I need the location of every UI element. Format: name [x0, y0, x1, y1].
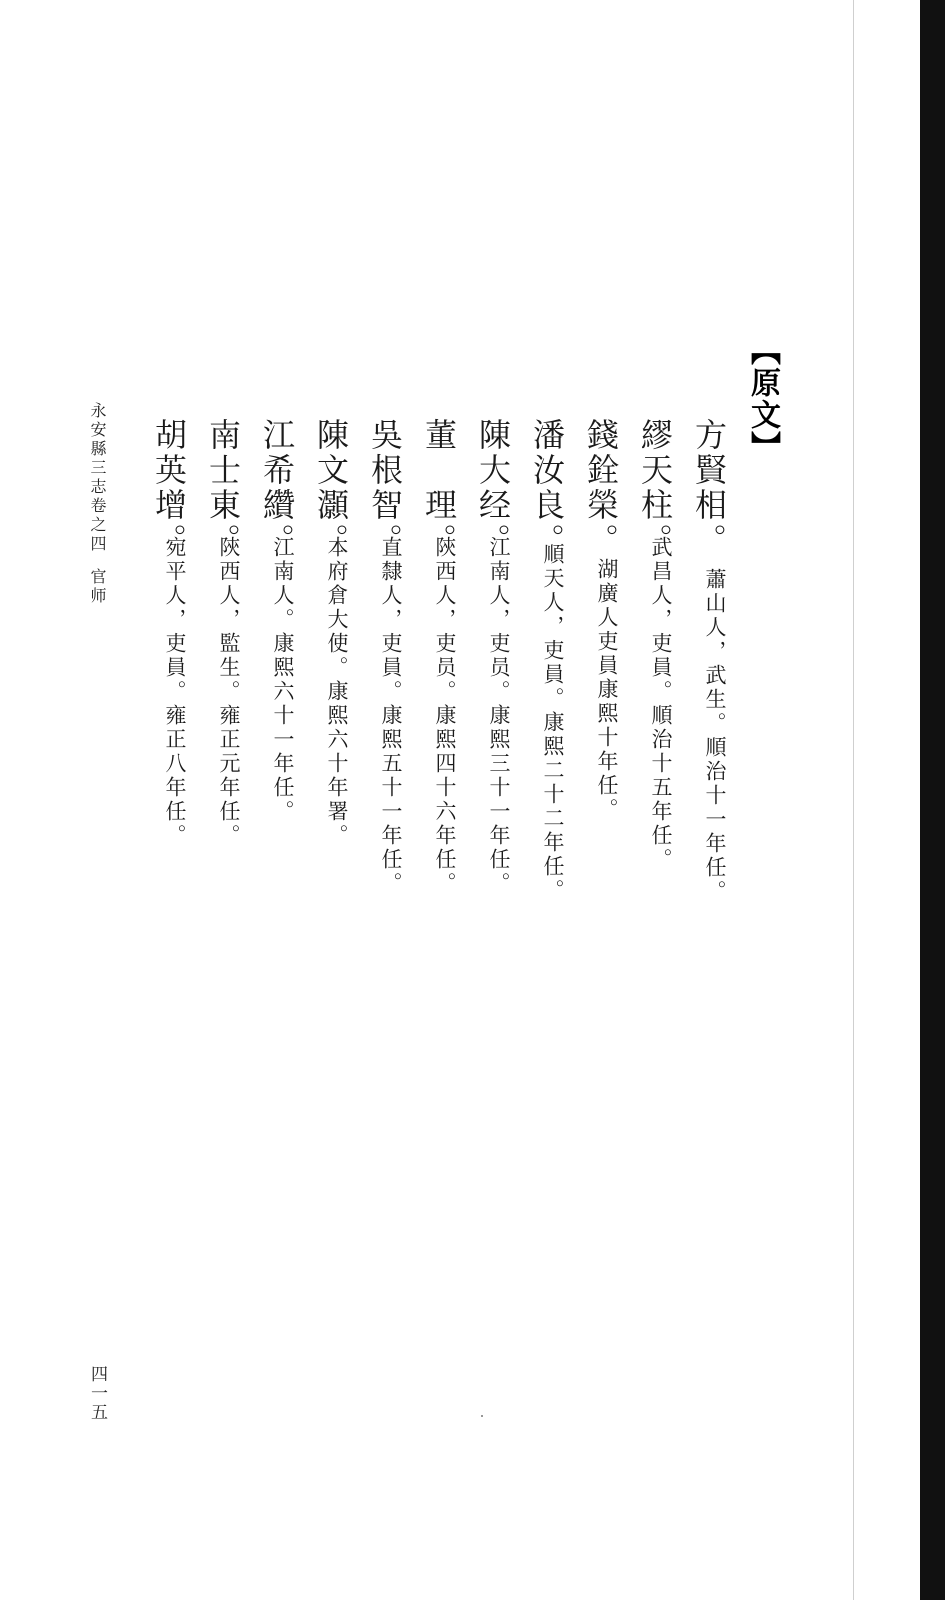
- official-entry: [201, 418, 249, 1418]
- scan-speck: [481, 1415, 483, 1417]
- running-head-section: 官师: [88, 568, 107, 606]
- official-name: 吳根智。: [366, 418, 404, 558]
- official-entry: [255, 418, 303, 1418]
- scan-edge-shadow: [920, 0, 945, 1600]
- official-name: 董 理。: [420, 418, 458, 558]
- official-entry: [147, 418, 195, 1418]
- official-detail: 武昌人，吏員。順治十五年任。: [649, 536, 673, 872]
- official-detail: 順天人，吏員。康熙二十二年任。: [541, 543, 565, 903]
- official-name: 南士東。: [204, 418, 242, 558]
- official-detail: 蕭山人，武生。順治十一年任。: [703, 568, 727, 904]
- official-name: 錢銓榮。: [582, 418, 620, 558]
- official-detail: 湖廣人吏員康熙十年任。: [595, 558, 619, 822]
- official-entry: [579, 418, 627, 1418]
- official-detail: 江南人，吏员。康熙三十一年任。: [487, 536, 511, 896]
- official-entry: [525, 418, 573, 1418]
- official-entry: [687, 418, 735, 1418]
- official-name: 胡英增。: [150, 418, 188, 558]
- official-name: 潘汝良。: [528, 418, 566, 558]
- official-detail: 直隸人，吏員。康熙五十一年任。: [379, 536, 403, 896]
- official-entry: [633, 418, 681, 1418]
- official-entry: [363, 418, 411, 1418]
- official-detail: 江南人。康熙六十一年任。: [271, 536, 295, 824]
- official-detail: 本府倉大使。康熙六十年署。: [325, 536, 349, 848]
- running-head: [86, 402, 108, 606]
- official-detail: 陝西人，吏员。康熙四十六年任。: [433, 536, 457, 896]
- official-detail: 宛平人，吏員。雍正八年任。: [163, 536, 187, 848]
- official-detail: 陝西人，監生。雍正元年任。: [217, 536, 241, 848]
- official-name: 方賢相。: [690, 418, 728, 558]
- official-name: 陳大经。: [474, 418, 512, 558]
- official-entry: [309, 418, 357, 1418]
- official-entry: [417, 418, 465, 1418]
- official-name: 江希纘。: [258, 418, 296, 558]
- official-entry: [471, 418, 519, 1418]
- official-name: 陳文灝。: [312, 418, 350, 558]
- running-head-book: 永安縣三志卷之四: [88, 402, 107, 554]
- page-number: 四一五: [87, 1365, 107, 1422]
- official-name: 繆天柱。: [636, 418, 674, 558]
- page-fold-line: [853, 0, 854, 1600]
- section-heading: 【原文】: [745, 335, 780, 463]
